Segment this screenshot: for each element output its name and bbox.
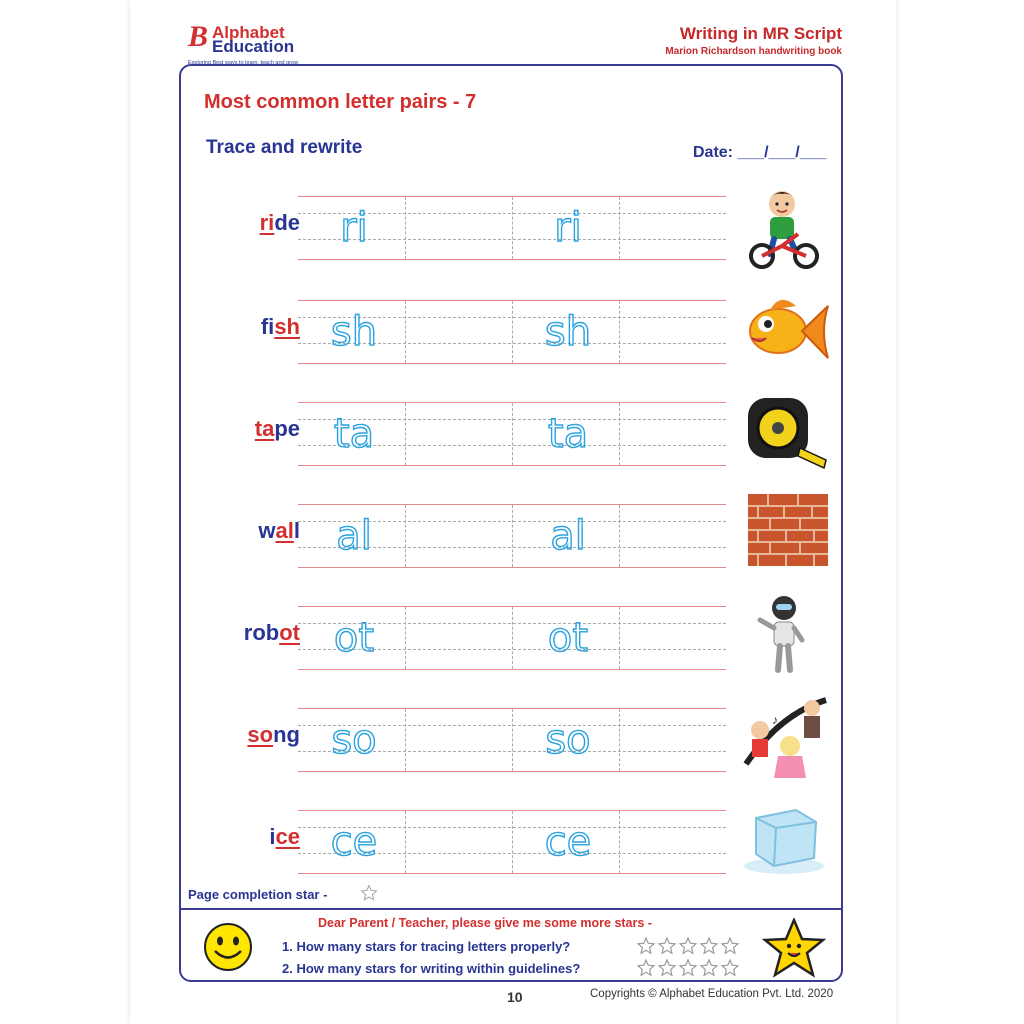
page-completion-label: Page completion star - (188, 887, 328, 902)
instruction: Trace and rewrite (206, 137, 363, 158)
trace-letters: so (545, 717, 591, 763)
practice-row (180, 702, 840, 782)
trace-letters: so (331, 717, 377, 763)
word-prefix: w (258, 518, 276, 543)
question-guidelines: 2. How many stars for writing within guidelines? (282, 961, 581, 976)
handwriting-lines[interactable] (298, 402, 726, 466)
page-title: Most common letter pairs - 7 (204, 91, 477, 113)
word-suffix: ng (273, 722, 300, 747)
rating-star-icon[interactable] (701, 960, 717, 975)
question-tracing: 1. How many stars for tracing letters properly? (282, 939, 571, 954)
example-word (180, 210, 300, 236)
rating-stars-guidelines[interactable] (637, 959, 742, 977)
example-word (180, 722, 300, 748)
word-suffix: l (293, 518, 300, 543)
word-suffix: pe (274, 416, 300, 441)
letter-pair: al (275, 518, 294, 543)
example-word (180, 620, 300, 646)
logo-line-2: Education (212, 37, 295, 56)
parent-teacher-request: Dear Parent / Teacher, please give me some more stars - (318, 916, 652, 930)
rating-star-icon[interactable] (680, 938, 696, 953)
trace-letters: ce (544, 819, 592, 865)
trace-letters: ce (330, 819, 378, 865)
letter-pair: sh (274, 314, 300, 339)
rating-star-icon[interactable] (722, 938, 738, 953)
page-number: 10 (507, 989, 523, 1005)
happy-star-icon (762, 918, 826, 978)
practice-row (180, 396, 840, 476)
trace-letters: ot (333, 615, 375, 661)
book-title: Writing in MR Script (679, 24, 842, 43)
rating-stars-tracing[interactable] (637, 937, 742, 955)
date-field[interactable]: Date: ___/___/___ (693, 144, 827, 161)
trace-letters: ta (333, 411, 375, 457)
trace-letters: sh (544, 309, 592, 355)
word-prefix: fi (260, 314, 275, 339)
ice-cube-icon (740, 796, 830, 886)
svg-text:♪: ♪ (772, 713, 778, 727)
rating-star-icon[interactable] (659, 960, 675, 975)
handwriting-lines[interactable] (298, 504, 726, 568)
logo-line-1: Alphabet (212, 23, 285, 42)
trace-letters: al (550, 513, 586, 559)
completion-star-icon[interactable] (360, 884, 378, 902)
robot-icon (740, 592, 830, 682)
alphabet-education-logo (188, 20, 348, 65)
footer-divider (181, 908, 841, 910)
practice-row (180, 190, 840, 270)
copyright-notice: Copyrights © Alphabet Education Pvt. Ltd. 2020 (590, 988, 834, 1000)
practice-row (180, 804, 840, 884)
handwriting-lines[interactable] (298, 810, 726, 874)
trace-letters: ri (554, 205, 582, 251)
children-singing-icon (740, 694, 830, 784)
logo-tagline: Exploring Best ways to learn, teach and grow (188, 60, 299, 66)
trace-letters: ri (340, 205, 368, 251)
trace-letters: ta (547, 411, 589, 457)
letter-pair: so (247, 722, 274, 747)
word-prefix: rob (243, 620, 280, 645)
handwriting-lines[interactable] (298, 196, 726, 260)
example-word (180, 314, 300, 340)
trace-letters: al (336, 513, 372, 559)
word-suffix: de (274, 210, 300, 235)
letter-pair: ta (254, 416, 275, 441)
trace-letters: ot (547, 615, 589, 661)
trace-letters: sh (330, 309, 378, 355)
rating-star-icon[interactable] (701, 938, 717, 953)
practice-row (180, 600, 840, 680)
letter-pair: ot (279, 620, 300, 645)
handwriting-lines[interactable] (298, 300, 726, 364)
example-word (180, 518, 300, 544)
letter-pair: ce (275, 824, 300, 849)
book-subtitle: Marion Richardson handwriting book (665, 46, 842, 57)
rating-star-icon[interactable] (638, 938, 654, 953)
logo-mark: B (188, 20, 209, 53)
handwriting-lines[interactable] (298, 606, 726, 670)
word-prefix: i (269, 824, 276, 849)
boy-on-bicycle-icon (740, 182, 830, 272)
rating-star-icon[interactable] (638, 960, 654, 975)
rating-star-icon[interactable] (659, 938, 675, 953)
practice-row (180, 498, 840, 578)
example-word (180, 824, 300, 850)
example-word (180, 416, 300, 442)
rating-star-icon[interactable] (722, 960, 738, 975)
goldfish-icon (740, 286, 830, 376)
handwriting-lines[interactable] (298, 708, 726, 772)
tape-measure-icon (740, 388, 830, 478)
brick-wall-icon (740, 490, 830, 580)
smiley-face-icon (203, 922, 253, 972)
letter-pair: ri (259, 210, 275, 235)
practice-row (180, 294, 840, 374)
rating-star-icon[interactable] (680, 960, 696, 975)
